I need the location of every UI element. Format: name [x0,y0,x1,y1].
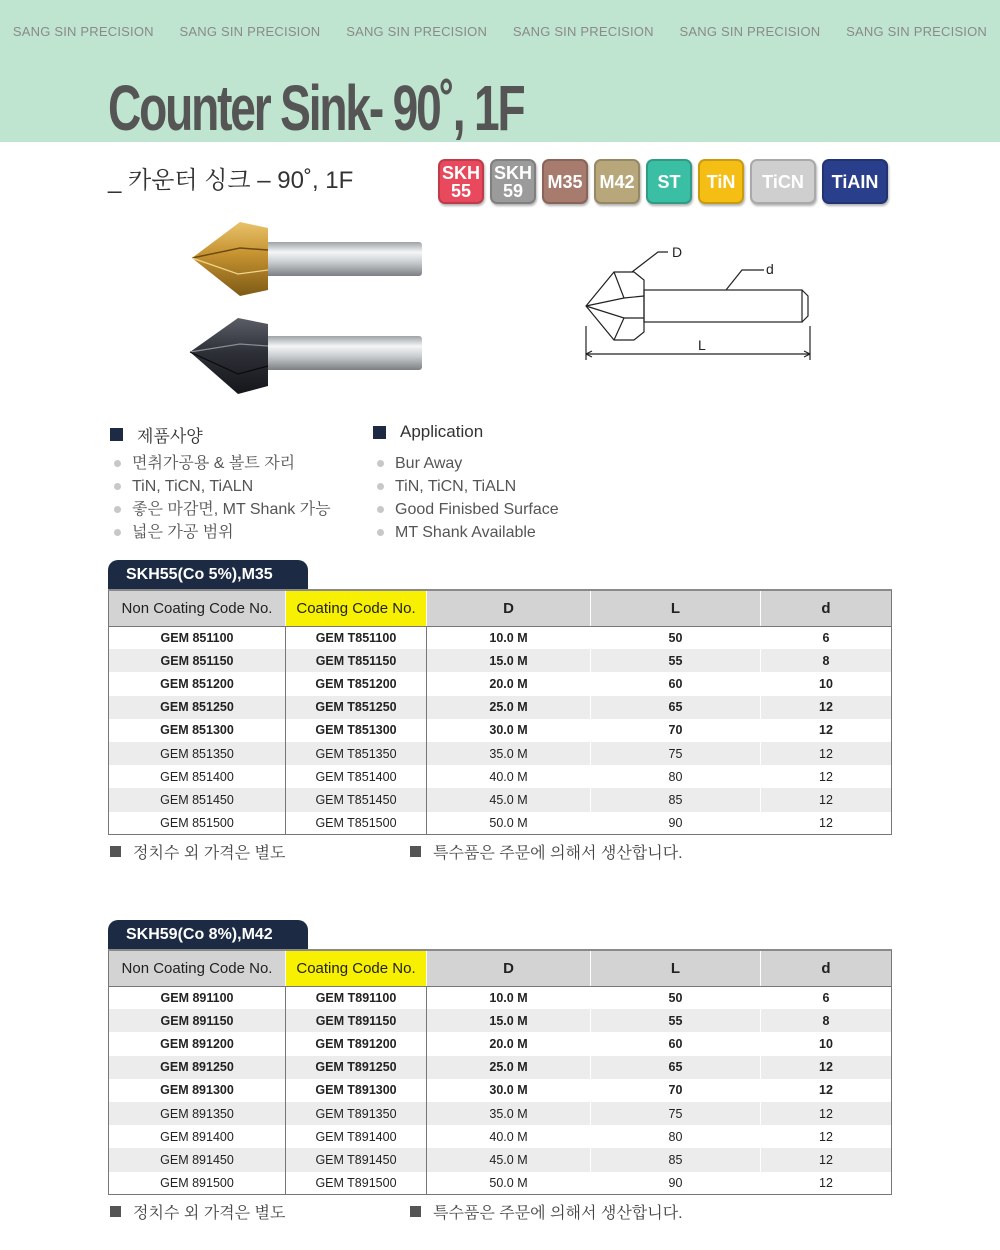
cell-noncoating-code: GEM 891100 [109,986,286,1009]
cell-coating-code: GEM T851400 [286,765,427,788]
table1-label: SKH55(Co 5%),M35 [108,560,308,590]
cell-D: 10.0 M [427,626,591,649]
cell-L: 55 [591,1009,761,1032]
cell-coating-code: GEM T891500 [286,1172,427,1195]
square-bullet-icon [410,846,421,857]
brand-text: SANG SIN PRECISION [12,24,154,39]
col-D: D [427,590,591,626]
cell-d: 10 [761,1032,892,1055]
cell-coating-code: GEM T891250 [286,1056,427,1079]
cell-L: 65 [591,696,761,719]
cell-noncoating-code: GEM 851500 [109,812,286,835]
cell-D: 35.0 M [427,1102,591,1125]
cell-noncoating-code: GEM 891400 [109,1125,286,1148]
table2 [108,949,892,1195]
note-price: 정치수 외 가격은 별도 [110,1200,285,1223]
cell-d: 12 [761,1079,892,1102]
col-d: d [761,950,892,986]
cell-noncoating-code: GEM 891300 [109,1079,286,1102]
cell-noncoating-code: GEM 891500 [109,1172,286,1195]
cell-D: 35.0 M [427,742,591,765]
cell-d: 12 [761,1102,892,1125]
list-item: Good Finisbed Surface [373,498,559,521]
cell-D: 25.0 M [427,696,591,719]
dimension-diagram [578,238,818,368]
cell-d: 6 [761,626,892,649]
diagram-label-L: L [698,337,706,353]
cell-D: 40.0 M [427,1125,591,1148]
cell-L: 85 [591,1148,761,1171]
cell-L: 90 [591,812,761,835]
brand-text: SANG SIN PRECISION [346,24,488,39]
cell-noncoating-code: GEM 851350 [109,742,286,765]
cell-coating-code: GEM T891200 [286,1032,427,1055]
table-row [109,812,892,835]
cell-d: 12 [761,765,892,788]
cell-D: 50.0 M [427,1172,591,1195]
cell-d: 12 [761,1056,892,1079]
cell-coating-code: GEM T851250 [286,696,427,719]
table-row [109,719,892,742]
cell-noncoating-code: GEM 891250 [109,1056,286,1079]
cell-D: 45.0 M [427,788,591,811]
cell-coating-code: GEM T891400 [286,1125,427,1148]
cell-coating-code: GEM T851150 [286,649,427,672]
cell-noncoating-code: GEM 851400 [109,765,286,788]
col-L: L [591,950,761,986]
table-row [109,1056,892,1079]
brand-text: SANG SIN PRECISION [512,24,654,39]
cell-d: 8 [761,649,892,672]
cell-coating-code: GEM T851100 [286,626,427,649]
badge-tiain: TiAIN [822,159,888,204]
cell-D: 15.0 M [427,649,591,672]
table-row [109,1079,892,1102]
cell-L: 75 [591,1102,761,1125]
cell-coating-code: GEM T891300 [286,1079,427,1102]
cell-d: 12 [761,719,892,742]
cell-L: 90 [591,1172,761,1195]
cell-D: 10.0 M [427,986,591,1009]
badge-ticn: TiCN [750,159,816,204]
table-row [109,1009,892,1032]
cell-D: 20.0 M [427,672,591,695]
col-noncoating: Non Coating Code No. [109,590,286,626]
table-row [109,1032,892,1055]
cell-D: 25.0 M [427,1056,591,1079]
cell-L: 75 [591,742,761,765]
cell-noncoating-code: GEM 891450 [109,1148,286,1171]
list-item: Bur Away [373,452,559,475]
cell-L: 55 [591,649,761,672]
badge-tin: TiN [698,159,744,204]
square-bullet-icon [373,426,386,439]
cell-L: 65 [591,1056,761,1079]
cell-D: 30.0 M [427,1079,591,1102]
cell-L: 70 [591,719,761,742]
cell-coating-code: GEM T891350 [286,1102,427,1125]
table2-label: SKH59(Co 8%),M42 [108,920,308,950]
square-bullet-icon [110,846,121,857]
application-heading: Application [373,422,483,442]
cell-D: 50.0 M [427,812,591,835]
page-title: Counter Sink- 90˚, 1F [108,72,524,144]
cell-coating-code: GEM T851200 [286,672,427,695]
table-row [109,1172,892,1195]
list-item: TiN, TiCN, TiALN [373,475,559,498]
cell-d: 10 [761,672,892,695]
brand-text: SANG SIN PRECISION [679,24,821,39]
table1 [108,589,892,835]
badge-st: ST [646,159,692,204]
cell-noncoating-code: GEM 891200 [109,1032,286,1055]
cell-L: 50 [591,626,761,649]
badge-skh59: SKH 59 [490,159,536,204]
cell-noncoating-code: GEM 891350 [109,1102,286,1125]
cell-d: 12 [761,1125,892,1148]
cell-d: 12 [761,742,892,765]
square-bullet-icon [410,1206,421,1217]
col-d: d [761,590,892,626]
table-row [109,788,892,811]
table-row [109,986,892,1009]
material-badges [438,159,888,204]
table-row [109,626,892,649]
cell-coating-code: GEM T851450 [286,788,427,811]
table-row [109,742,892,765]
cell-D: 30.0 M [427,719,591,742]
square-bullet-icon [110,1206,121,1217]
cell-d: 8 [761,1009,892,1032]
table-row [109,1125,892,1148]
brand-text: SANG SIN PRECISION [179,24,321,39]
badge-m42: M42 [594,159,640,204]
list-item: 면취가공용 & 볼트 자리 [110,452,331,475]
cell-L: 80 [591,1125,761,1148]
col-D: D [427,950,591,986]
cell-D: 15.0 M [427,1009,591,1032]
cell-d: 12 [761,696,892,719]
cell-L: 60 [591,1032,761,1055]
cell-noncoating-code: GEM 851450 [109,788,286,811]
note-price: 정치수 외 가격은 별도 [110,840,285,863]
cell-d: 12 [761,1148,892,1171]
cell-coating-code: GEM T851350 [286,742,427,765]
col-coating: Coating Code No. [286,950,427,986]
diagram-label-d: d [766,261,774,277]
cell-noncoating-code: GEM 851250 [109,696,286,719]
cell-noncoating-code: GEM 851150 [109,649,286,672]
diagram-label-D: D [672,244,683,260]
table-row [109,696,892,719]
cell-D: 20.0 M [427,1032,591,1055]
cell-D: 40.0 M [427,765,591,788]
badge-skh55: SKH 55 [438,159,484,204]
application-list [373,452,559,544]
table-row [109,765,892,788]
cell-D: 45.0 M [427,1148,591,1171]
table-row [109,649,892,672]
cell-noncoating-code: GEM 851200 [109,672,286,695]
brand-text: SANG SIN PRECISION [846,24,988,39]
cell-coating-code: GEM T891100 [286,986,427,1009]
list-item: 넓은 가공 범위 [110,521,331,544]
specs-list [110,452,331,544]
list-item: MT Shank Available [373,521,559,544]
note-special: 특수품은 주문에 의해서 생산합니다. [410,840,683,863]
cell-d: 12 [761,1172,892,1195]
cell-d: 6 [761,986,892,1009]
square-bullet-icon [110,428,123,441]
badge-m35: M35 [542,159,588,204]
table-row [109,672,892,695]
list-item: 좋은 마감면, MT Shank 가능 [110,498,331,521]
cell-coating-code: GEM T851500 [286,812,427,835]
table-row [109,1148,892,1171]
specs-heading: 제품사양 [110,422,203,447]
cell-coating-code: GEM T891150 [286,1009,427,1032]
tiain-coated-countersink-image [186,316,430,398]
cell-L: 85 [591,788,761,811]
cell-noncoating-code: GEM 851300 [109,719,286,742]
col-noncoating: Non Coating Code No. [109,950,286,986]
cell-L: 80 [591,765,761,788]
cell-L: 60 [591,672,761,695]
cell-L: 50 [591,986,761,1009]
cell-coating-code: GEM T851300 [286,719,427,742]
table-row [109,1102,892,1125]
cell-L: 70 [591,1079,761,1102]
cell-coating-code: GEM T891450 [286,1148,427,1171]
cell-d: 12 [761,812,892,835]
brand-row [0,24,1000,39]
note-special: 특수품은 주문에 의해서 생산합니다. [410,1200,683,1223]
page-subtitle: _ 카운터 싱크 – 90˚, 1F [108,167,354,194]
cell-d: 12 [761,788,892,811]
col-coating: Coating Code No. [286,590,427,626]
cell-noncoating-code: GEM 891150 [109,1009,286,1032]
tin-coated-countersink-image [188,218,430,300]
col-L: L [591,590,761,626]
cell-noncoating-code: GEM 851100 [109,626,286,649]
list-item: TiN, TiCN, TiALN [110,475,331,498]
